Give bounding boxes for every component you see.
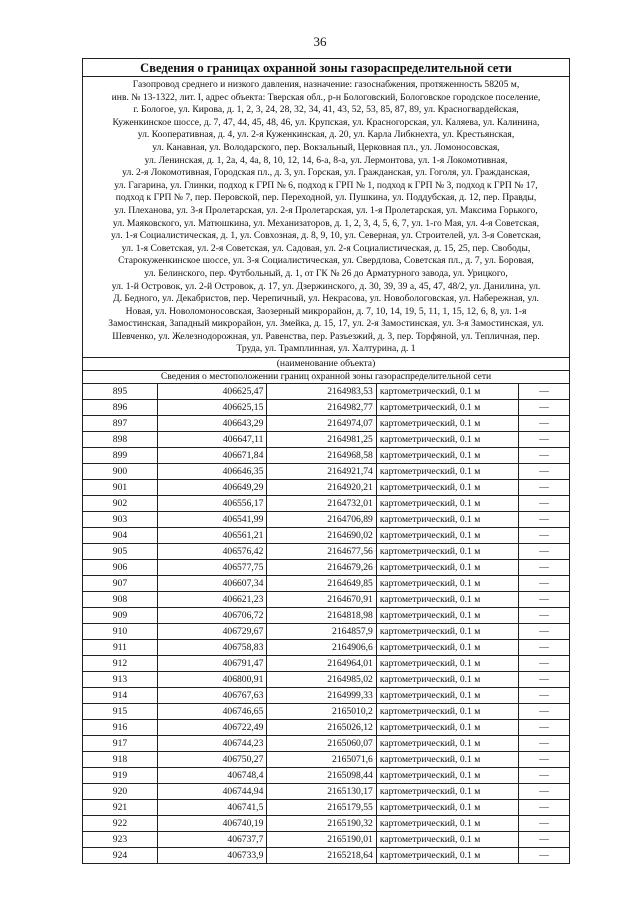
coord-y: 2164649,85 [267,576,376,592]
location-label: Сведения о местоположении границ охранной зоны газораспределительной сети [83,370,569,383]
dash-cell: — [519,592,569,608]
point-number: 908 [83,592,157,608]
table-row [83,784,569,800]
dash-cell: — [519,608,569,624]
table-row [83,720,569,736]
table-row [83,800,569,816]
coord-y: 2165218,64 [267,848,376,864]
description-line: Труда, ул. Трамплинная, ул. Халтурина, д. 1 [236,343,416,355]
point-number: 907 [83,576,157,592]
coord-y: 2165190,01 [267,832,376,848]
coord-y: 2165179,55 [267,800,376,816]
coord-y: 2164670,91 [267,592,376,608]
dash-cell: — [519,432,569,448]
method-cell: картометрический, 0.1 м [376,656,518,672]
coord-x: 406577,75 [157,560,266,576]
table-row [83,560,569,576]
description-line: инв. № 13-1322, лит. I, адрес объекта: Тверская обл., р-н Бологовский, Бологовское городское поселение, [111,91,541,103]
method-cell: картометрический, 0.1 м [376,800,518,816]
table-row [83,512,569,528]
coord-x: 406767,63 [157,688,266,704]
dash-cell: — [519,640,569,656]
coord-x: 406643,29 [157,416,266,432]
coord-x: 406746,65 [157,704,266,720]
dash-cell: — [519,720,569,736]
method-cell: картометрический, 0.1 м [376,784,518,800]
dash-cell: — [519,656,569,672]
method-cell: картометрический, 0.1 м [376,592,518,608]
coord-x: 406625,15 [157,400,266,416]
dash-cell: — [519,512,569,528]
coord-x: 406649,29 [157,480,266,496]
coord-x: 406561,21 [157,528,266,544]
dash-cell: — [519,496,569,512]
table-row [83,672,569,688]
coord-y: 2164677,56 [267,544,376,560]
description-line: г. Бологое, ул. Кирова, д. 1, 2, 3, 24, 28, 32, 34, 41, 43, 52, 53, 85, 87, 89, ул. Красногвардейская, [133,104,519,116]
coord-y: 2164983,53 [267,384,376,400]
method-cell: картометрический, 0.1 м [376,464,518,480]
dash-cell: — [519,784,569,800]
table-row [83,704,569,720]
coord-x: 406733,9 [157,848,266,864]
description-line: Шевченко, ул. Железнодорожная, ул. Равенства, пер. Разъезжий, д. 3, пер. Торфяной, ул. Тепличная, пер. [112,330,540,342]
description-line: ул. 2-я Локомотивная, Городская пл., д. 3, ул. Горская, ул. Гражданская, ул. Гоголя, ул. Гражданская, [122,167,530,179]
coord-y: 2164732,01 [267,496,376,512]
coord-y: 2165060,07 [267,736,376,752]
point-number: 895 [83,384,157,400]
table-row [83,624,569,640]
description-line: Газопровод среднего и низкого давления, назначение: газоснабжения, протяженность 58205 м, [132,79,520,90]
method-cell: картометрический, 0.1 м [376,384,518,400]
description-line: ул. Плеханова, ул. 3-я Пролетарская, ул. 2-я Пролетарская, ул. 1-я Пролетарская, ул. Максима Горького, [114,204,538,216]
table-row [83,496,569,512]
method-cell: картометрический, 0.1 м [376,608,518,624]
point-number: 917 [83,736,157,752]
method-cell: картометрический, 0.1 м [376,528,518,544]
coord-y: 2164974,07 [267,416,376,432]
coord-x: 406744,94 [157,784,266,800]
coord-x: 406607,34 [157,576,266,592]
method-cell: картометрический, 0.1 м [376,816,518,832]
coord-y: 2165010,2 [267,704,376,720]
table-row [83,464,569,480]
table-row [83,400,569,416]
method-cell: картометрический, 0.1 м [376,544,518,560]
table-row [83,448,569,464]
method-cell: картометрический, 0.1 м [376,496,518,512]
table-row [83,528,569,544]
method-cell: картометрический, 0.1 м [376,720,518,736]
coord-y: 2164985,02 [267,672,376,688]
dash-cell: — [519,832,569,848]
point-number: 909 [83,608,157,624]
method-cell: картометрический, 0.1 м [376,640,518,656]
dash-cell: — [519,624,569,640]
dash-cell: — [519,528,569,544]
method-cell: картометрический, 0.1 м [376,448,518,464]
coord-x: 406722,49 [157,720,266,736]
section-title: Сведения о границах охранной зоны газораспределительной сети [83,59,569,77]
coord-y: 2165026,12 [267,720,376,736]
point-number: 923 [83,832,157,848]
point-number: 921 [83,800,157,816]
table-row [83,736,569,752]
method-cell: картометрический, 0.1 м [376,480,518,496]
table-row [83,416,569,432]
dash-cell: — [519,768,569,784]
dash-cell: — [519,816,569,832]
dash-cell: — [519,800,569,816]
point-number: 920 [83,784,157,800]
coord-y: 2164679,26 [267,560,376,576]
method-cell: картометрический, 0.1 м [376,848,518,864]
coord-x: 406671,84 [157,448,266,464]
coord-y: 2164982,77 [267,400,376,416]
description-line: ул. Маяковского, ул. Матюшкина, ул. Механизаторов, д. 1, 2, 3, 4, 5, 6, 7, ул. 1-го Мая, ул. 4-я Советская, [112,217,540,229]
page-number: 36 [313,34,327,49]
point-number: 916 [83,720,157,736]
object-name-label: (наименование объекта) [83,357,569,370]
coord-x: 406744,23 [157,736,266,752]
table-row [83,608,569,624]
coord-x: 406740,19 [157,816,266,832]
coord-x: 406748,4 [157,768,266,784]
table-row [83,816,569,832]
dash-cell: — [519,704,569,720]
table-row [83,848,569,864]
table-row [83,752,569,768]
method-cell: картометрический, 0.1 м [376,672,518,688]
table-row [83,640,569,656]
coord-y: 2164857,9 [267,624,376,640]
method-cell: картометрический, 0.1 м [376,512,518,528]
point-number: 898 [83,432,157,448]
point-number: 913 [83,672,157,688]
table-row [83,576,569,592]
method-cell: картометрический, 0.1 м [376,576,518,592]
point-number: 910 [83,624,157,640]
method-cell: картометрический, 0.1 м [376,400,518,416]
dash-cell: — [519,384,569,400]
method-cell: картометрический, 0.1 м [376,704,518,720]
coord-y: 2164981,25 [267,432,376,448]
method-cell: картометрический, 0.1 м [376,736,518,752]
description-line: ул. 1-я Социалистическая, д. 1, ул. Совхозная, д. 8, 9, 10, ул. Северная, ул. Строителей, ул. 3-я Советская, [111,230,541,242]
coord-y: 2164690,02 [267,528,376,544]
dash-cell: — [519,736,569,752]
coord-x: 406729,67 [157,624,266,640]
dash-cell: — [519,560,569,576]
table-row [83,480,569,496]
table-row [83,688,569,704]
coord-x: 406737,7 [157,832,266,848]
coord-x: 406646,35 [157,464,266,480]
method-cell: картометрический, 0.1 м [376,832,518,848]
coord-x: 406750,27 [157,752,266,768]
coord-x: 406621,23 [157,592,266,608]
object-description [83,77,569,357]
coord-y: 2164964,01 [267,656,376,672]
point-number: 918 [83,752,157,768]
coord-y: 2164968,58 [267,448,376,464]
document-table [82,58,570,864]
table-row [83,544,569,560]
coord-x: 406556,17 [157,496,266,512]
coord-x: 406791,47 [157,656,266,672]
description-line: ул. Канавная, ул. Володарского, пер. Вокзальный, Церковная пл., ул. Ломоносовская, [152,141,500,153]
point-number: 905 [83,544,157,560]
table-row [83,384,569,400]
description-line: Замостинская, Западный микрорайон, ул. Змейка, д. 15, 17, ул. 2-я Замостинская, ул. 3-я Замостинская, ул. [108,318,544,330]
description-line: ул. Гагарина, ул. Глинки, подход к ГРП № 6, подход к ГРП № 1, подход к ГРП № 3, подход к ГРП № 17, [114,179,538,191]
coord-y: 2165130,17 [267,784,376,800]
coord-y: 2165098,44 [267,768,376,784]
description-line: Новая, ул. Новоломоносовская, Заозерный микрорайон, д. 7, 10, 14, 19, 5, 11, 1, 15, 12, 6, 8, ул. 1-я [125,305,527,317]
coord-x: 406800,91 [157,672,266,688]
description-line: ул. Ленинская, д. 1, 2а, 4, 4а, 8, 10, 12, 14, 6-а, 8-а, ул. Лермонтова, ул. 1-я Локомотивная, [144,154,508,166]
coord-y: 2164706,89 [267,512,376,528]
table-row [83,832,569,848]
coord-x: 406706,72 [157,608,266,624]
dash-cell: — [519,672,569,688]
dash-cell: — [519,688,569,704]
point-number: 899 [83,448,157,464]
description-line: ул. 1-я Советская, ул. 2-я Советская, ул. Садовая, ул. 2-я Социалистическая, д. 15, 25, пер. Свободы, [121,242,531,254]
point-number: 911 [83,640,157,656]
table-row [83,592,569,608]
method-cell: картометрический, 0.1 м [376,752,518,768]
description-line: ул. Белинского, пер. Футбольный, д. 1, от ГК № 26 до Арматурного завода, ул. Урицкого, [144,267,508,279]
dash-cell: — [519,464,569,480]
coord-y: 2164921,74 [267,464,376,480]
coord-y: 2164818,98 [267,608,376,624]
coord-y: 2164999,33 [267,688,376,704]
dash-cell: — [519,416,569,432]
method-cell: картометрический, 0.1 м [376,432,518,448]
dash-cell: — [519,752,569,768]
table-row [83,768,569,784]
point-number: 897 [83,416,157,432]
method-cell: картометрический, 0.1 м [376,624,518,640]
coord-y: 2165071,6 [267,752,376,768]
point-number: 912 [83,656,157,672]
dash-cell: — [519,448,569,464]
coord-x: 406758,83 [157,640,266,656]
coord-y: 2164920,21 [267,480,376,496]
coord-y: 2165190,32 [267,816,376,832]
dash-cell: — [519,544,569,560]
coord-y: 2164906,6 [267,640,376,656]
point-number: 915 [83,704,157,720]
description-line: Старокуженкинское шоссе, ул. 3-я Социалистическая, ул. Свердлова, Советская пл., д. 7, ул. Боровая, [118,255,534,267]
method-cell: картометрический, 0.1 м [376,416,518,432]
dash-cell: — [519,480,569,496]
coord-x: 406625,47 [157,384,266,400]
table-row [83,432,569,448]
coord-x: 406741,5 [157,800,266,816]
point-number: 919 [83,768,157,784]
point-number: 906 [83,560,157,576]
table-row [83,656,569,672]
point-number: 896 [83,400,157,416]
coord-x: 406576,42 [157,544,266,560]
point-number: 902 [83,496,157,512]
coordinates-table-body [83,384,569,864]
coord-x: 406647,11 [157,432,266,448]
method-cell: картометрический, 0.1 м [376,688,518,704]
point-number: 900 [83,464,157,480]
method-cell: картометрический, 0.1 м [376,768,518,784]
description-line: ул. Кооперативная, д. 4, ул. 2-я Куженкинская, д. 20, ул. Карла Либкнехта, ул. Крестьянская, [137,129,515,141]
point-number: 903 [83,512,157,528]
dash-cell: — [519,576,569,592]
coord-x: 406541,99 [157,512,266,528]
coordinates-table [83,383,569,863]
dash-cell: — [519,400,569,416]
point-number: 924 [83,848,157,864]
point-number: 922 [83,816,157,832]
description-line: подход к ГРП № 7, пер. Перовской, пер. Переходной, ул. Пушкина, ул. Поддубская, д. 12, пер. Правды, [115,192,537,204]
dash-cell: — [519,848,569,864]
description-line: Куженкинское шоссе, д. 7, 47, 44, 45, 48, 46, ул. Крупская, ул. Красногорская, ул. Каляева, ул. Калинина, [112,116,540,128]
method-cell: картометрический, 0.1 м [376,560,518,576]
point-number: 904 [83,528,157,544]
description-line: ул. 1-й Островок, ул. 2-й Островок, д. 17, ул. Дзержинского, д. 30, 39, 39 а, 45, 47, 48/2, ул. Данилина, ул. [111,280,541,292]
point-number: 901 [83,480,157,496]
description-line: Д. Бедного, ул. Декабристов, пер. Черепичный, ул. Некрасова, ул. Новобологовская, ул. Набережная, ул. [113,293,539,305]
point-number: 914 [83,688,157,704]
